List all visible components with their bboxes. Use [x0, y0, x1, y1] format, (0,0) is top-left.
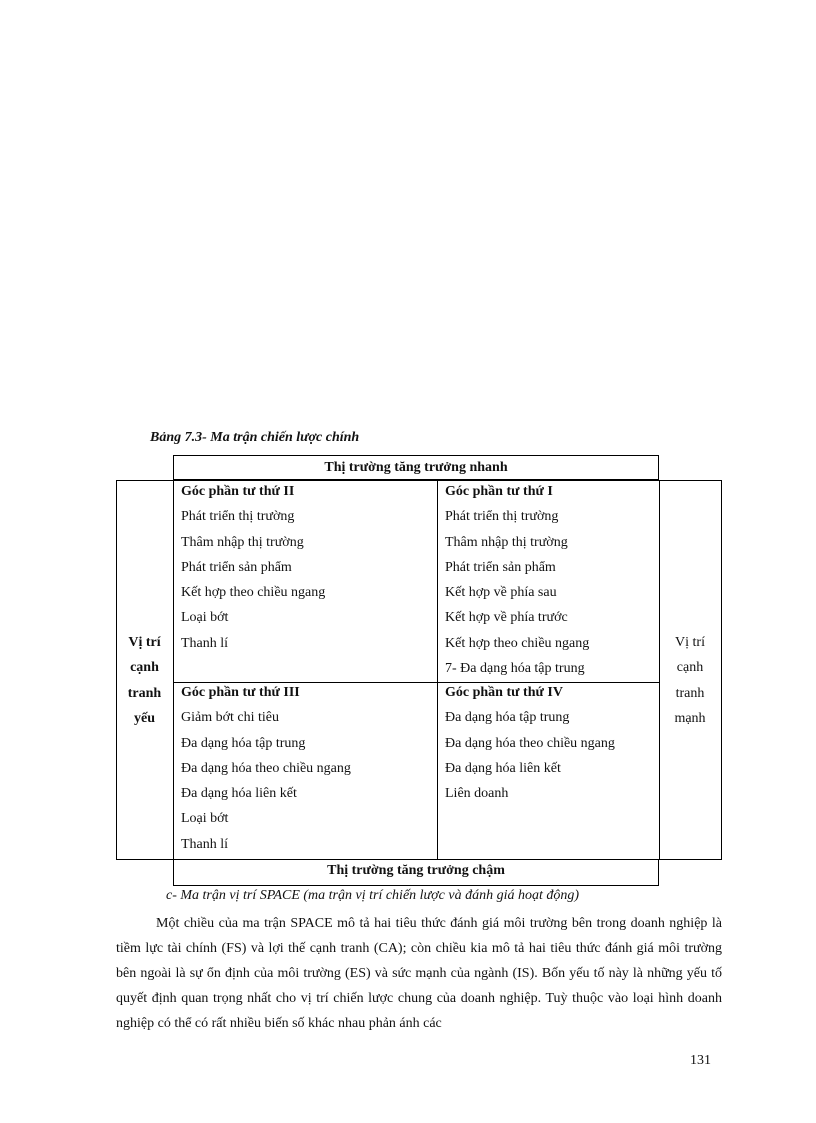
quadrant-3-title: Góc phần tư thứ III [181, 685, 300, 700]
list-item: Đa dạng hóa theo chiều ngang [181, 760, 351, 776]
body-paragraph: Một chiều của ma trận SPACE mô tả hai tiêu thức đánh giá môi trường bên trong doanh nghiệp là tiềm lực tài chính (FS) và lợi thế cạnh tranh (CA); còn chiều kia mô tả hai tiêu thức đánh giá môi trường bên ngoài là sự ổn định của môi trường (ES) và sức mạnh của ngành (IS). Bốn yếu tố này là những yếu tố quyết định quan trọng nhất cho vị trí chiến lược chung của doanh nghiệp. Tuỳ thuộc vào loại hình doanh nghiệp có thể có rất nhiều biến số khác nhau phản ánh các [116, 916, 722, 1031]
list-item: Kết hợp về phía trước [445, 610, 568, 626]
list-item: Đa dạng hóa theo chiều ngang [445, 735, 615, 751]
list-item: Phát triển sản phẩm [445, 559, 556, 575]
list-item: Thâm nhập thị trường [445, 534, 568, 550]
left-divider [173, 480, 174, 860]
quadrant-1 [445, 479, 589, 681]
quadrant-4-title: Góc phần tư thứ IV [445, 685, 563, 700]
bottom-header: Thị trường tăng trưởng chậm [173, 859, 659, 886]
list-item: Thanh lí [181, 635, 229, 651]
top-header: Thị trường tăng trưởng nhanh [173, 455, 659, 480]
list-item: Liên doanh [445, 786, 509, 802]
list-item: Kết hợp về phía sau [445, 585, 557, 601]
table-caption: Bảng 7.3- Ma trận chiến lược chính [150, 430, 360, 445]
list-item: Phát triển thị trường [181, 509, 295, 525]
list-item: Kết hợp theo chiều ngang [181, 585, 326, 601]
list-item: Phát triển sản phẩm [181, 559, 292, 575]
quadrant-3 [181, 680, 351, 857]
list-item: Loại bớt [181, 811, 229, 827]
section-title: c- Ma trận vị trí SPACE (ma trận vị trí chiến lược và đánh giá hoạt động) [166, 888, 580, 903]
list-item: Đa dạng hóa tập trung [445, 710, 570, 726]
quadrant-1-title: Góc phần tư thứ I [445, 484, 553, 499]
quadrant-2-title: Góc phần tư thứ II [181, 484, 295, 499]
list-item: Giảm bớt chi tiêu [181, 710, 279, 726]
list-item: Loại bớt [181, 610, 229, 626]
list-item: Đa dạng hóa tập trung [181, 735, 306, 751]
quadrant-2 [181, 479, 325, 656]
quadrant-4 [445, 680, 615, 806]
list-item: 7- Đa dạng hóa tập trung [445, 661, 585, 677]
strong-position-label: Vị trí cạnh tranh mạnh [674, 635, 706, 726]
list-item: Thâm nhập thị trường [181, 534, 304, 550]
list-item: Đa dạng hóa liên kết [181, 786, 297, 802]
weak-position-label: Vị trí cạnh tranh yếu [127, 635, 162, 726]
list-item: Phát triển thị trường [445, 509, 559, 525]
center-divider [437, 480, 438, 860]
list-item: Kết hợp theo chiều ngang [445, 635, 590, 651]
list-item: Đa dạng hóa liên kết [445, 760, 561, 776]
list-item: Thanh lí [181, 836, 229, 852]
page-number: 131 [690, 1053, 711, 1068]
